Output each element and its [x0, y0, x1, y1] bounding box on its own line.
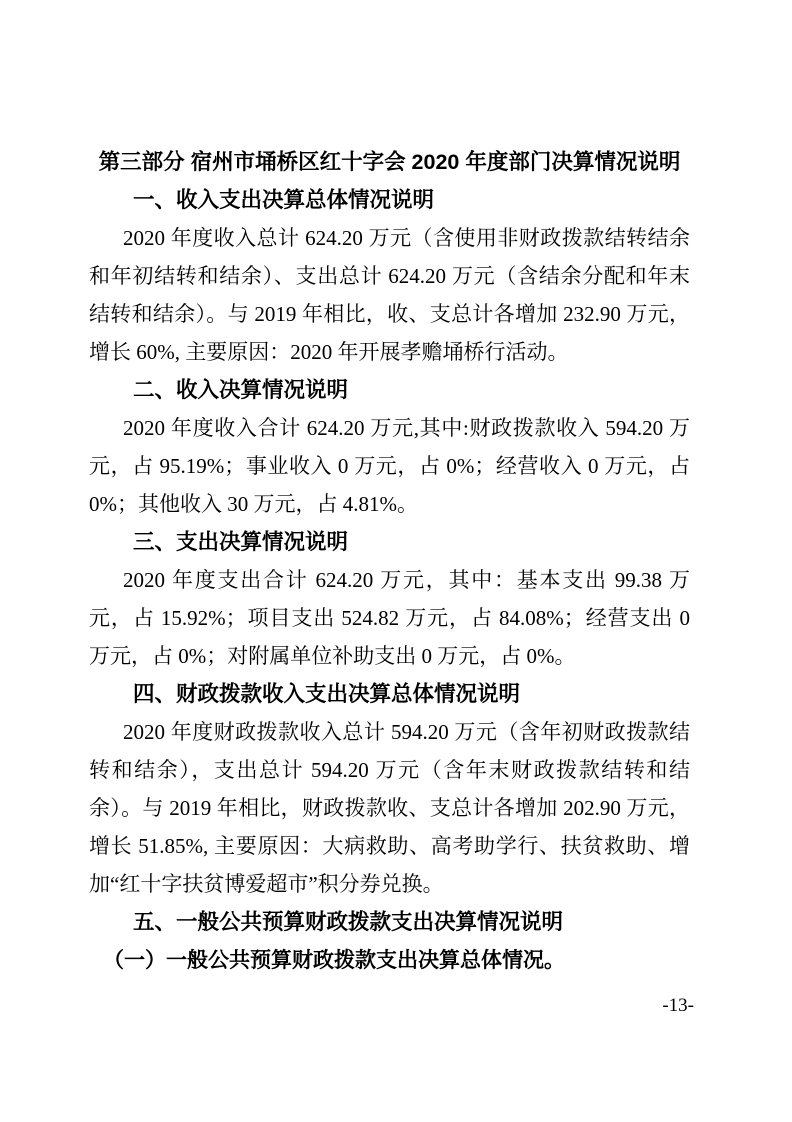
document-content — [89, 143, 690, 979]
section-heading-1: 一、收入支出决算总体情况说明 — [133, 188, 435, 212]
section-paragraph-4: 2020 年度财政拨款收入总计 594.20 万元（含年初财政拨款结转和结余），支出总计 594.20 万元（含年末财政拨款结转和结余）。与 2019 年相比，财政拨款收、支总计各增加 202.90 万元，增长 51.85%, 主要原因：大病救助、高考助学行、扶贫救助、增加“红十字扶贫博爱超市”积分券兑换。 — [89, 720, 690, 896]
page-number: -13- — [662, 995, 694, 1016]
section-heading-5: 五、一般公共预算财政拨款支出决算情况说明 — [133, 910, 564, 934]
section-paragraph-2: 2020 年度收入合计 624.20 万元,其中:财政拨款收入 594.20 万元，占 95.19%；事业收入 0 万元，占 0%；经营收入 0 万元，占 0%；其他收入 30 万元，占 4.81%。 — [89, 416, 690, 516]
section-heading-3: 三、支出决算情况说明 — [133, 530, 349, 554]
section-heading-2: 二、收入决算情况说明 — [133, 378, 349, 402]
section-paragraph-1: 2020 年度收入总计 624.20 万元（含使用非财政拨款结转结余和年初结转和结余）、支出总计 624.20 万元（含结余分配和年末结转和结余）。与 2019 年相比，收、支总计各增加 232.90 万元，增长 60%, 主要原因：2020 年开展孝赡埇桥行活动。 — [89, 226, 690, 364]
section-subheading-5: （一）一般公共预算财政拨款支出决算总体情况。 — [103, 948, 565, 972]
section-heading-4: 四、财政拨款收入支出决算总体情况说明 — [133, 682, 521, 706]
page-title: 第三部分 宿州市埇桥区红十字会 2020 年度部门决算情况说明 — [98, 150, 681, 174]
section-paragraph-3: 2020 年度支出合计 624.20 万元，其中：基本支出 99.38 万元，占 15.92%；项目支出 524.82 万元，占 84.08%；经营支出 0 万元，占 0%；对附属单位补助支出 0 万元，占 0%。 — [89, 568, 690, 668]
